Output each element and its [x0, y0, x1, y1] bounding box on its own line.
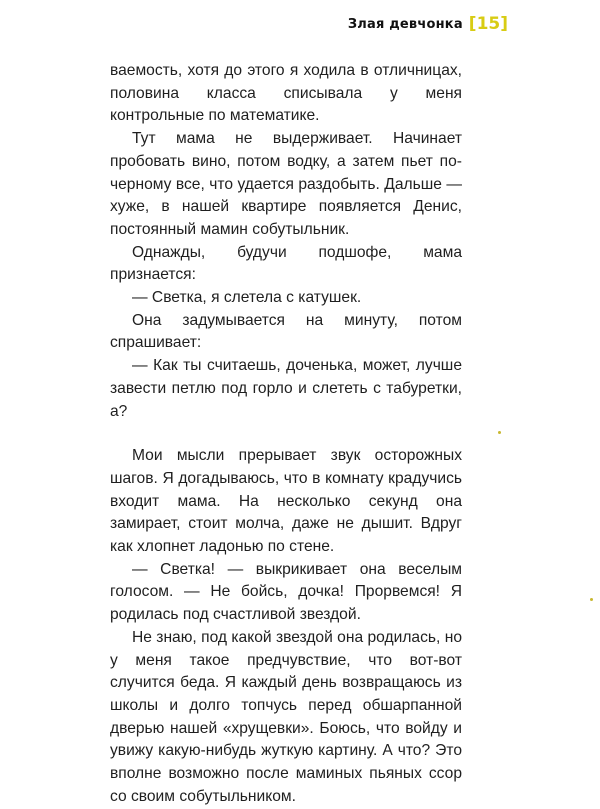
paragraph-8: — Светка! — выкрикивает она веселым голосом. — Не бойсь, дочка! Прорвемся! Я родилась под счастливой звездой. [110, 560, 462, 624]
page-body [110, 60, 462, 809]
page-number: [15] [468, 14, 508, 34]
running-header [348, 14, 508, 34]
paragraph-5: Она задумывается на минуту, потом спрашивает: [110, 311, 462, 352]
paragraph-1: ваемость, хотя до этого я ходила в отличницах, половина класса списывала у меня контрольные по математике. [110, 62, 462, 125]
paragraph-3: Однажды, будучи подшофе, мама признается: [110, 243, 462, 284]
book-title: Злая девчонка [347, 16, 463, 32]
paragraph-4: — Светка, я слетела с катушек. [132, 289, 362, 307]
paragraph-7: Мои мысли прерывает звук осторожных шагов. Я догадываюсь, что в комнату крадучись входит мама. На несколько секунд она замирает, стоит молча, даже не дышит. Вдруг как хлопнет ладонью по стене. [110, 447, 462, 556]
paragraph-9: Не знаю, под какой звездой она родилась, но у меня такое предчувствие, что вот-вот случится беда. Я каждый день возвращаюсь из школы и долго топчусь перед обшарпанной дверью нашей «хрущевки». Боюсь, что войду и увижу какую-нибудь жуткую картину. А что? Это вполне возможно после маминых пьяных ссор со своим собутыльником. [110, 628, 462, 805]
paragraph-2: Тут мама не выдерживает. Начинает пробовать вино, потом водку, а затем пьет по-черному все, что удается раздобыть. Дальше — хуже, в нашей квартире появляется Денис, постоянный мамин собутыльник. [110, 130, 462, 238]
section-break [110, 423, 462, 445]
print-speck [590, 598, 593, 601]
paragraph-6: — Как ты считаешь, доченька, может, лучше завести петлю под горло и слететь с табуретки, а? [110, 357, 462, 420]
print-speck [498, 431, 501, 434]
